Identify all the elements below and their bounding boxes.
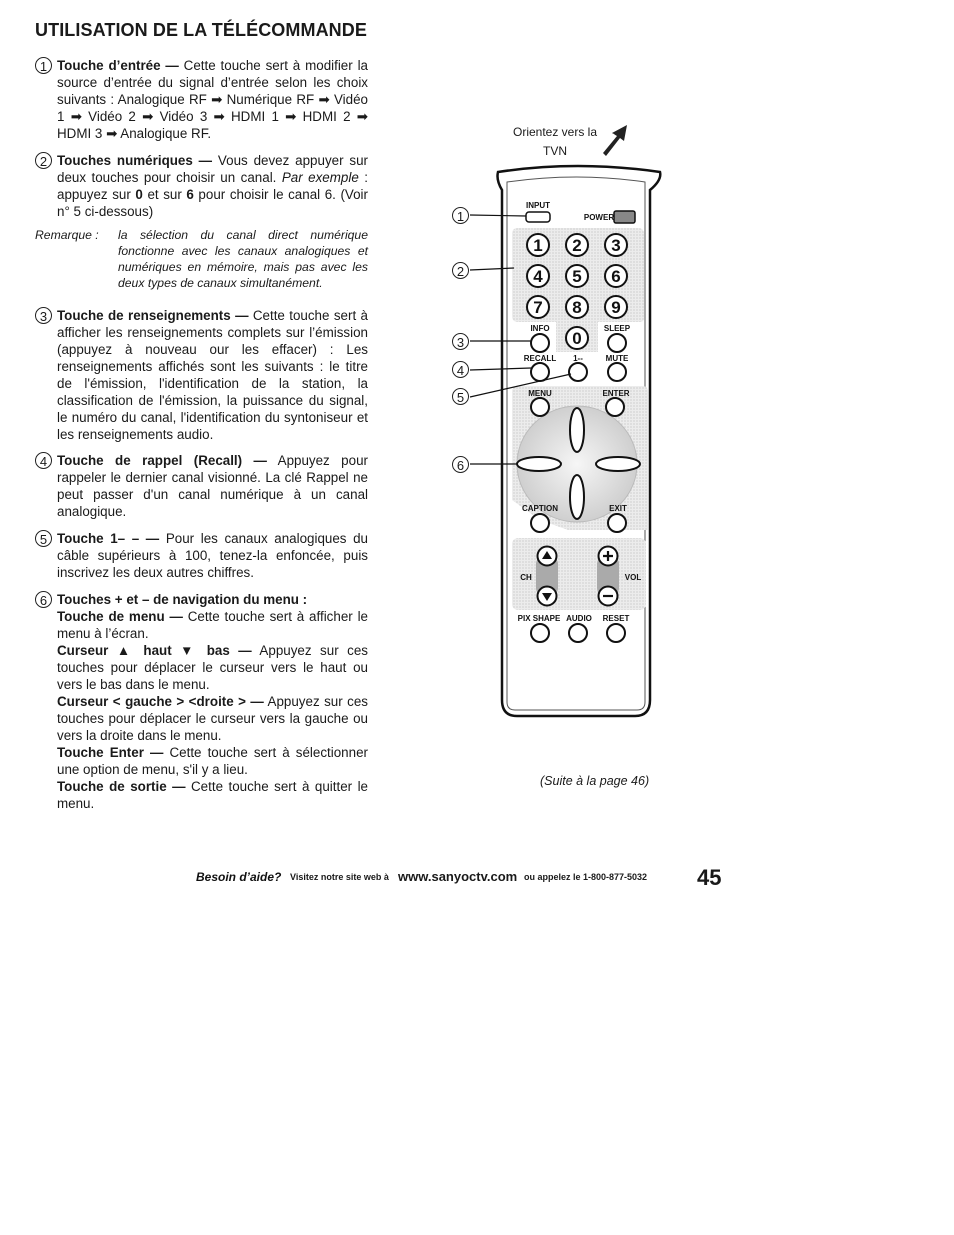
reset-button[interactable] xyxy=(607,624,625,642)
remark-label: Remarque : xyxy=(35,228,99,242)
menu-button[interactable] xyxy=(531,398,549,416)
mute-label: MUTE xyxy=(605,354,629,363)
callout-3: 3 xyxy=(452,333,469,350)
item-number: 3 xyxy=(35,307,52,324)
enter-label: ENTER xyxy=(602,389,630,398)
recall-button[interactable] xyxy=(531,363,549,381)
instructions-column xyxy=(35,57,368,142)
callout-2: 2 xyxy=(452,262,469,279)
pix-shape-label: PIX SHAPE xyxy=(517,614,561,623)
caption-button[interactable] xyxy=(531,514,549,532)
enter-button[interactable] xyxy=(606,398,624,416)
footer-url[interactable]: www.sanyoctv.com xyxy=(398,869,518,884)
callout-1: 1 xyxy=(452,207,469,224)
item-4-block xyxy=(35,452,368,520)
item-3-block xyxy=(35,307,368,443)
item-number: 4 xyxy=(35,452,52,469)
digit-7-label: 7 xyxy=(533,298,543,317)
item-1: 1 Touche d’entrée — Cette touche sert à modifier la source d’entrée du signal d’entrée selon les choix suivants : Analogique RF ➡ Numérique RF ➡ Vidéo 1 ➡ Vidéo 2 ➡ Vidéo 3 ➡ HDMI 1 ➡ HDMI 2 ➡ HDMI 3 ➡ Analogique RF. xyxy=(35,57,368,142)
digit-0-label: 0 xyxy=(572,329,582,348)
item-5: 5 Touche 1– – — Pour les canaux analogiques du câble supérieurs à 100, tenez-la enfoncée, puis inscrivez les deux autres chiffres. xyxy=(35,530,368,581)
pix-shape-button[interactable] xyxy=(531,624,549,642)
dash-label: 1-- xyxy=(573,354,583,363)
digit-9-label: 9 xyxy=(611,298,621,317)
digit-1-label: 1 xyxy=(533,236,543,255)
sleep-button[interactable] xyxy=(608,334,626,352)
item-2-block xyxy=(35,152,368,220)
digit-2-label: 2 xyxy=(572,236,582,255)
item-6: 6 Touches + et – de navigation du menu : Touche de menu — Cette touche sert à afficher le menu à l’écran. Curseur ▲ haut ▼ bas — Appuyez sur ces touches pour déplacer le curseur vers le haut ou vers le bas dans le menu. Curseur < gauche > <droite > — Appuyez sur ces touches pour déplacer le curseur vers la gauche ou vers la droite dans le menu. Touche Enter — Cette touche sert à sélectionner une option de menu, s'il y a lieu. Touche de sortie — Cette touche sert à quitter le menu. xyxy=(35,591,368,812)
item-number: 2 xyxy=(35,152,52,169)
audio-button[interactable] xyxy=(569,624,587,642)
caption-label: CAPTION xyxy=(522,504,558,513)
orient-arrow-icon xyxy=(600,125,627,156)
exit-button[interactable] xyxy=(608,514,626,532)
mute-button[interactable] xyxy=(608,363,626,381)
callout-5: 5 xyxy=(452,388,469,405)
exit-label: EXIT xyxy=(609,504,627,513)
recall-label: RECALL xyxy=(523,354,557,363)
cursor-down-button[interactable] xyxy=(570,475,584,519)
page-title: UTILISATION DE LA TÉLÉCOMMANDE xyxy=(35,20,367,40)
ch-label: CH xyxy=(520,573,532,582)
vol-label: VOL xyxy=(624,573,642,582)
dash-button[interactable] xyxy=(569,363,587,381)
info-label: INFO xyxy=(530,324,550,333)
cursor-up-button[interactable] xyxy=(570,408,584,452)
footer-visit: Visitez notre site web à xyxy=(290,872,389,882)
digit-3-label: 3 xyxy=(611,236,621,255)
remark-block xyxy=(35,227,368,291)
item-3: 3 Touche de renseignements — Cette touche sert à afficher les renseignements complets sur l’émission (appuyez à nouveau our les effacer) : Les renseignements affichés sont les suivants : le titre de l'émission, l'identification de la station, la classification de l'émission, la puissance du signal, le numéro du canal, l'identification du syntoniseur et les renseignements audio. xyxy=(35,307,368,443)
callout-6: 6 xyxy=(452,456,469,473)
item-number: 1 xyxy=(35,57,52,74)
remote-illustration xyxy=(440,118,680,728)
power-label: POWER xyxy=(583,213,615,222)
cursor-left-button[interactable] xyxy=(517,457,561,471)
callout-4: 4 xyxy=(452,361,469,378)
footer-help: Besoin d’aide? xyxy=(196,870,282,884)
footer xyxy=(196,868,281,886)
digit-6-label: 6 xyxy=(611,267,621,286)
sleep-label: SLEEP xyxy=(603,324,631,333)
remark-text: la sélection du canal direct numérique fonctionne avec les canaux analogiques et numériques en mémoire, mais pas avec les deux types de canaux simultanément. xyxy=(118,228,368,290)
remark xyxy=(35,227,368,291)
item-6-block xyxy=(35,591,368,812)
reset-label: RESET xyxy=(602,614,630,623)
input-button[interactable] xyxy=(526,212,550,222)
audio-label: AUDIO xyxy=(566,614,592,623)
digit-4-label: 4 xyxy=(533,267,543,286)
page-number: 45 xyxy=(697,865,722,890)
continued-note: (Suite à la page 46) xyxy=(540,774,650,788)
orient-label: Orientez vers la TVN xyxy=(512,125,598,158)
power-button[interactable] xyxy=(614,211,635,223)
item-number: 6 xyxy=(35,591,52,608)
item-number: 5 xyxy=(35,530,52,547)
info-button[interactable] xyxy=(531,334,549,352)
menu-label: MENU xyxy=(528,389,552,398)
input-label: INPUT xyxy=(526,201,550,210)
item-5-block xyxy=(35,530,368,581)
digit-5-label: 5 xyxy=(572,267,582,286)
item-2: 2 Touches numériques — Vous devez appuyer sur deux touches pour choisir un canal. Par exemple : appuyez sur 0 et sur 6 pour choisir le canal 6. (Voir n° 5 ci-dessous) xyxy=(35,152,368,220)
item-4: 4 Touche de rappel (Recall) — Appuyez pour rappeler le dernier canal visionné. La clé Rappel ne peut passer d'un canal numérique à un canal analogique. xyxy=(35,452,368,520)
cursor-right-button[interactable] xyxy=(596,457,640,471)
footer-call: ou appelez le 1-800-877-5032 xyxy=(524,872,648,882)
digit-8-label: 8 xyxy=(572,298,582,317)
